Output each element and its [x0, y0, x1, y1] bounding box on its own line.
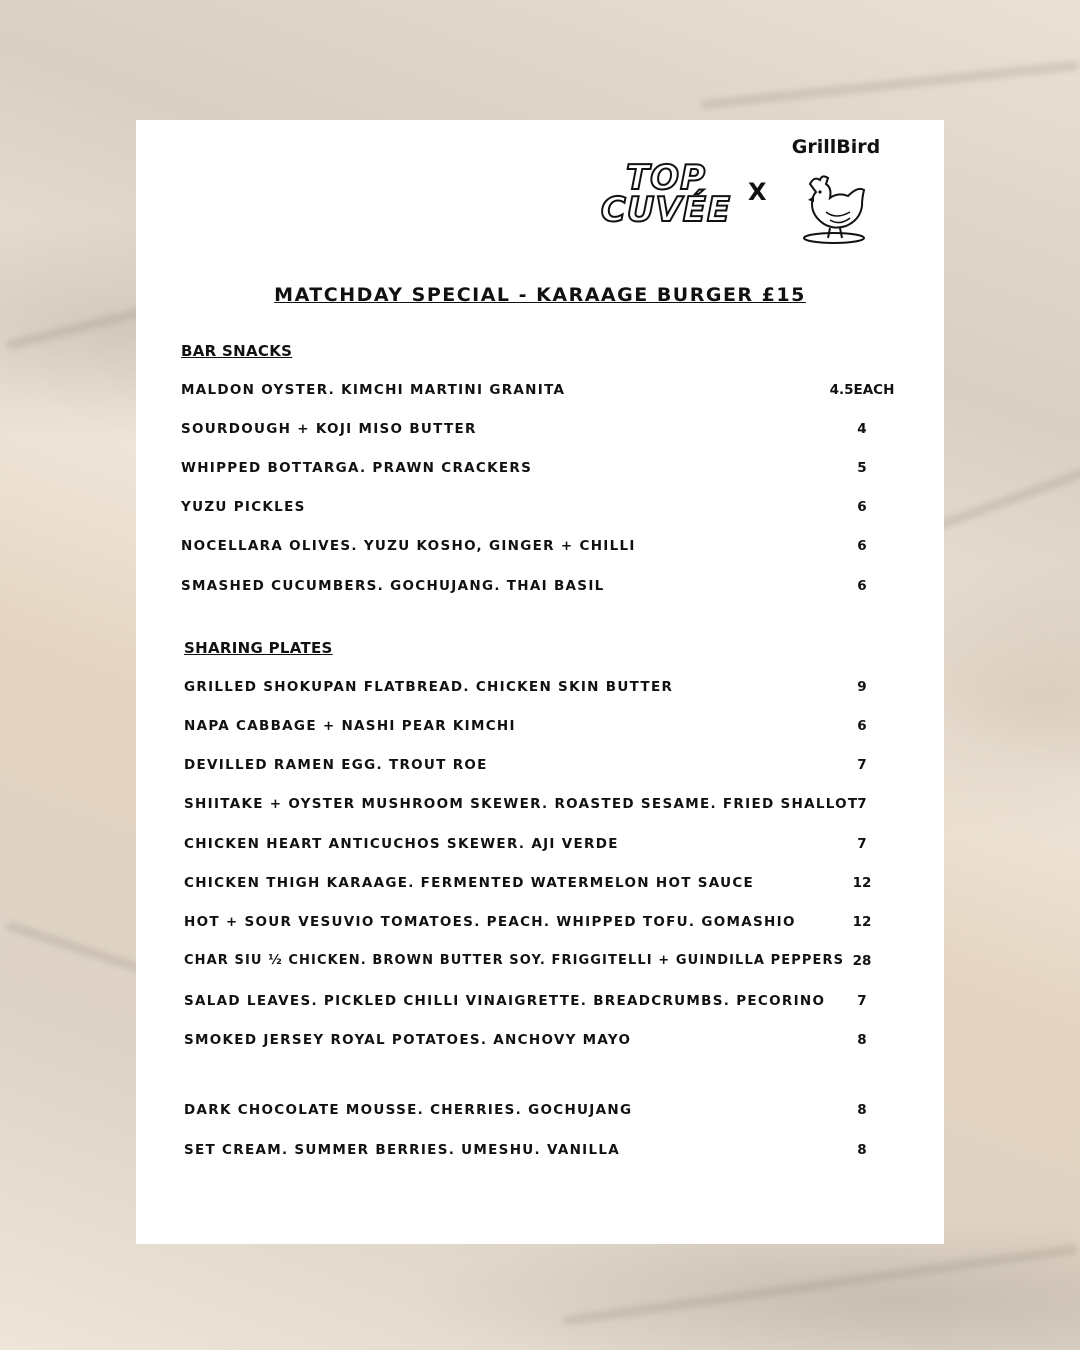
item-name: YUZU PICKLES — [181, 499, 306, 515]
item-name: SMOKED JERSEY ROYAL POTATOES. ANCHOVY MAYO — [184, 1032, 632, 1048]
item-price: 12 — [852, 875, 872, 891]
item-price: 6 — [857, 538, 867, 554]
item-price: 8 — [857, 1102, 867, 1118]
item-price: 12 — [852, 914, 872, 930]
item-price: 7 — [857, 757, 867, 773]
grillbird-logo-text: GrillBird — [791, 136, 881, 158]
menu-item — [136, 875, 944, 895]
menu-item — [136, 679, 944, 699]
item-price: 6 — [857, 499, 867, 515]
item-price: 8 — [857, 1142, 867, 1158]
menu-item — [136, 1102, 944, 1122]
menu-item — [136, 757, 944, 777]
item-name: SALAD LEAVES. PICKLED CHILLI VINAIGRETTE. BREADCRUMBS. PECORINO — [184, 993, 826, 1009]
menu-item — [136, 382, 944, 402]
item-name: HOT + SOUR VESUVIO TOMATOES. PEACH. WHIPPED TOFU. GOMASHIO — [184, 914, 796, 930]
item-name: SET CREAM. SUMMER BERRIES. UMESHU. VANILLA — [184, 1142, 621, 1158]
menu-item — [136, 499, 944, 519]
rooster-icon — [796, 166, 872, 246]
menu-item — [136, 953, 944, 973]
item-name: SOURDOUGH + KOJI MISO BUTTER — [181, 421, 477, 437]
menu-item — [136, 421, 944, 441]
menu-item — [136, 1032, 944, 1052]
item-price: 6 — [857, 578, 867, 594]
top-cuvee-logo — [596, 158, 736, 230]
item-price: 6 — [857, 718, 867, 734]
menu-item — [136, 796, 944, 816]
item-price: 7 — [857, 836, 867, 852]
bar-snacks-heading: BAR SNACKS — [181, 342, 293, 360]
menu-item — [136, 578, 944, 598]
item-name: CHICKEN THIGH KARAAGE. FERMENTED WATERMELON HOT SAUCE — [184, 875, 755, 891]
menu-item — [136, 993, 944, 1013]
item-name: WHIPPED BOTTARGA. PRAWN CRACKERS — [181, 460, 533, 476]
menu-item — [136, 718, 944, 738]
sharing-plates-heading: SHARING PLATES — [184, 639, 333, 657]
menu-item — [136, 836, 944, 856]
item-name: MALDON OYSTER. KIMCHI MARTINI GRANITA — [181, 382, 566, 398]
menu-item — [136, 914, 944, 934]
item-name: SMASHED CUCUMBERS. GOCHUJANG. THAI BASIL — [181, 578, 605, 594]
item-name: NOCELLARA OLIVES. YUZU KOSHO, GINGER + CHILLI — [181, 538, 636, 554]
item-name: CHICKEN HEART ANTICUCHOS SKEWER. AJI VERDE — [184, 836, 619, 852]
item-price: 7 — [857, 796, 867, 812]
item-name: DEVILLED RAMEN EGG. TROUT ROE — [184, 757, 488, 773]
item-price: 4 — [857, 421, 867, 437]
item-name: NAPA CABBAGE + NASHI PEAR KIMCHI — [184, 718, 516, 734]
menu-sheet — [136, 120, 944, 1244]
item-name: SHIITAKE + OYSTER MUSHROOM SKEWER. ROASTED SESAME. FRIED SHALLOT — [184, 796, 859, 812]
item-price: 4.5EACH — [829, 382, 895, 398]
item-name: DARK CHOCOLATE MOUSSE. CHERRIES. GOCHUJANG — [184, 1102, 633, 1118]
menu-item — [136, 538, 944, 558]
top-cuvee-logo-line2: CUVÉE — [600, 190, 732, 230]
item-price: 28 — [852, 953, 872, 969]
item-price: 9 — [857, 679, 867, 695]
menu-item — [136, 460, 944, 480]
item-price: 8 — [857, 1032, 867, 1048]
item-price: 5 — [857, 460, 867, 476]
matchday-special-heading: MATCHDAY SPECIAL - KARAAGE BURGER £15 — [274, 284, 806, 306]
collab-separator: X — [748, 178, 767, 206]
item-price: 7 — [857, 993, 867, 1009]
item-name: CHAR SIU ½ CHICKEN. BROWN BUTTER SOY. FRIGGITELLI + GUINDILLA PEPPERS — [184, 953, 845, 968]
menu-item — [136, 1142, 944, 1162]
item-name: GRILLED SHOKUPAN FLATBREAD. CHICKEN SKIN BUTTER — [184, 679, 674, 695]
top-cuvee-logo-line1: TOP — [625, 158, 706, 198]
